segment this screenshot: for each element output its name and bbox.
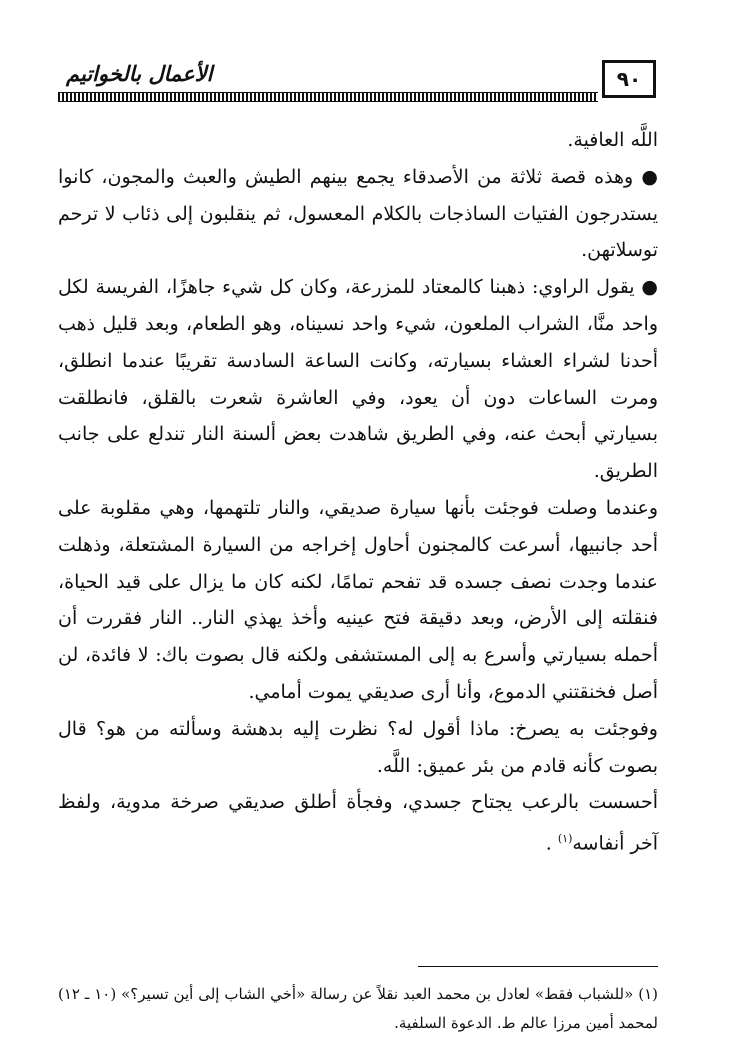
footnote-rule [418,966,658,967]
paragraph: ● يقول الراوي: ذهبنا كالمعتاد للمزرعة، وكان كل شيء جاهزًا، الفريسة لكل واحد منَّا، الشراب الملعون، شيء واحد نسيناه، وهو الطعام، وبعد قليل ذهب أحدنا لشراء العشاء بسيارته، وكانت الساعة السادسة تقريبًا عندما انطلق، ومرت الساعات دون أن يعود، وفي العاشرة شعرت بالقلق، فانطلقت بسيارتي أبحث عنه، وفي الطريق شاهدت بعض ألسنة النار تندلع على جانب الطريق. [58,276,659,483]
header-rule [58,92,598,102]
paragraph: وفوجئت به يصرخ: ماذا أقول له؟ نظرت إليه بدهشة وسألته من هو؟ قال بصوت كأنه قادم من بئر عميق: اللَّه. [58,717,658,777]
paragraph-text: أحسست بالرعب يجتاح جسدي، وفجأة أطلق صديقي صرخة مدوية، ولفظ آخر أنفاسه [58,791,658,855]
body-text [58,122,658,862]
footnotes [58,980,658,1038]
footnote: (١) «للشباب فقط» لعادل بن محمد العبد نقلاً عن رسالة «أخي الشاب إلى أين تسير؟» (١٠ ـ ١٢) لمحمد أمين مرزا عالم ط. الدعوة السلفية. [58,985,658,1032]
page-header [58,60,656,104]
paragraph [58,784,658,862]
page-number: ٩٠ [602,60,656,98]
paragraph-end: . [545,832,552,855]
paragraph: اللَّه العافية. [567,129,658,151]
running-title: الأعمال بالخواتيم [66,62,213,86]
paragraph: وعندما وصلت فوجئت بأنها سيارة صديقي، والنار تلتهمها، وهي مقلوبة على أحد جانبيها، أسرعت كالمجنون أحاول إخراجه من السيارة المشتعلة، وذهلت عندما وجدت نصف جسده قد تفحم تمامًا، لكنه كان ما يزال على قيد الحياة، فنقلته إلى الأرض، وبعد دقيقة فتح عينيه وأخذ يهذي النار.. النار فقررت أن أحمله بسيارتي وأسرع به إلى المستشفى ولكنه قال بصوت باك: لا فائدة، لن أصل فخنقتني الدموع، وأنا أرى صديقي يموت أمامي. [58,496,658,703]
footnote-ref: (١) [557,832,573,846]
paragraph: ● وهذه قصة ثلاثة من الأصدقاء يجمع بينهم الطيش والعبث والمجون، كانوا يستدرجون الفتيات الساذجات بالكلام المعسول، ثم ينقلبون إلى ذئاب لا ترحم توسلاتهن. [58,165,658,262]
